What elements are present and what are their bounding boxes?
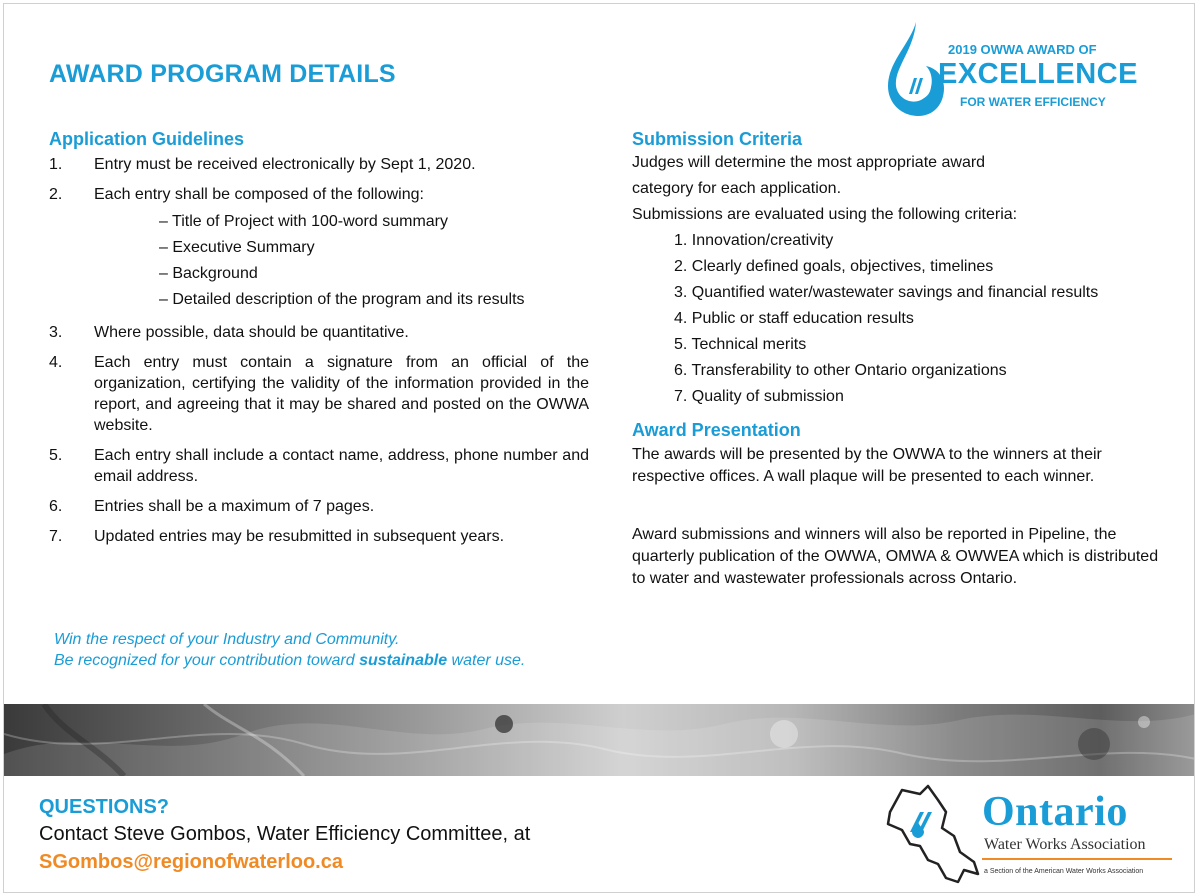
- guideline-text: Each entry shall include a contact name, address, phone number and email address.: [94, 447, 589, 485]
- guideline-item: [49, 184, 589, 313]
- criteria-heading: Submission Criteria: [632, 129, 803, 149]
- criteria-intro-line1: Judges will determine the most appropriate award: [632, 154, 986, 171]
- entry-component-item: – Executive Summary: [159, 239, 315, 256]
- entry-component-item: – Background: [159, 265, 258, 282]
- presentation-heading: Award Presentation: [632, 420, 801, 440]
- entry-component-item: – Title of Project with 100-word summary: [159, 213, 448, 230]
- guideline-number: 4.: [49, 354, 63, 371]
- guideline-text: Entries shall be a maximum of 7 pages.: [94, 498, 375, 515]
- guideline-item: [49, 496, 589, 517]
- criteria-item: 2. Clearly defined goals, objectives, timelines: [674, 258, 994, 275]
- tagline-line2-end: water use.: [447, 652, 526, 669]
- guideline-number: 7.: [49, 528, 63, 545]
- criteria-item: 6. Transferability to other Ontario organizations: [674, 362, 1007, 379]
- criteria-intro-line3: Submissions are evaluated using the following criteria:: [632, 206, 1018, 223]
- criteria-item: 4. Public or staff education results: [674, 310, 914, 327]
- questions-heading: QUESTIONS?: [39, 796, 170, 818]
- pipeline-text: Award submissions and winners will also be reported in Pipeline, the quarterly publication of the OWWA, OMWA & OWWEA which is distributed to water and wastewater professionals across Ontario.: [632, 526, 1159, 587]
- criteria-item: 7. Quality of submission: [674, 388, 844, 405]
- guidelines-list: [49, 154, 589, 547]
- guideline-text: Entry must be received electronically by Sept 1, 2020.: [94, 156, 476, 173]
- water-splash-image: [4, 704, 1195, 776]
- entry-component-item: – Detailed description of the program and its results: [159, 291, 525, 308]
- guidelines-heading: Application Guidelines: [49, 129, 245, 149]
- submission-criteria-section: [632, 129, 1162, 590]
- guideline-number: 6.: [49, 498, 63, 515]
- guideline-item: [49, 526, 589, 547]
- criteria-item: 3. Quantified water/wastewater savings and financial results: [674, 284, 1099, 301]
- tagline-line2-start: Be recognized for your contribution toward: [54, 652, 360, 669]
- footer: [4, 776, 1195, 893]
- guideline-text: Where possible, data should be quantitative.: [94, 324, 409, 341]
- criteria-item: 5. Technical merits: [674, 336, 807, 353]
- presentation-text: The awards will be presented by the OWWA to the winners at their respective offices. A wall plaque will be presented to each winner.: [632, 446, 1102, 485]
- guideline-text: Each entry must contain a signature from an official of the organization, certifying the validity of the information provided in the report, and agreeing that it may be shared and posted on the OWWA website.: [94, 354, 589, 434]
- guideline-item: [49, 322, 589, 343]
- ontario-map-icon: [880, 782, 980, 886]
- water-photo-band: [4, 704, 1195, 776]
- guideline-item: [49, 445, 589, 487]
- award-logo: [876, 20, 1166, 120]
- criteria-intro-line2: category for each application.: [632, 180, 842, 197]
- award-logo-year: 2019 OWWA AWARD OF: [948, 42, 1097, 57]
- tagline: [54, 629, 525, 671]
- criteria-list: [632, 228, 1162, 410]
- page-title: AWARD PROGRAM DETAILS: [49, 60, 396, 88]
- guideline-text: Updated entries may be resubmitted in subsequent years.: [94, 528, 505, 545]
- owwa-logo-subtitle: Water Works Association: [984, 836, 1146, 853]
- award-logo-subtitle: FOR WATER EFFICIENCY: [960, 95, 1106, 109]
- guideline-text: Each entry shall be composed of the following:: [94, 186, 424, 203]
- owwa-logo: [880, 782, 1180, 890]
- tagline-line2: [54, 650, 525, 671]
- application-guidelines-section: [49, 129, 589, 556]
- contact-email-link[interactable]: SGombos@regionofwaterloo.ca: [39, 851, 343, 873]
- criteria-item: 1. Innovation/creativity: [674, 232, 834, 249]
- guideline-number: 1.: [49, 156, 63, 173]
- entry-components-list: [94, 209, 589, 313]
- guideline-item: [49, 154, 589, 175]
- owwa-logo-awwa-note: a Section of the American Water Works Association: [984, 868, 1144, 875]
- owwa-logo-divider: [982, 858, 1172, 860]
- tagline-line1: Win the respect of your Industry and Community.: [54, 631, 400, 648]
- water-drop-icon: [880, 20, 946, 118]
- guideline-item: [49, 352, 589, 436]
- guideline-number: 2.: [49, 186, 63, 203]
- document-page: [3, 3, 1195, 893]
- owwa-logo-name: Ontario: [982, 789, 1128, 835]
- tagline-emphasis: sustainable: [359, 652, 448, 669]
- questions-contact: Contact Steve Gombos, Water Efficiency Committee, at: [39, 823, 531, 845]
- guideline-number: 3.: [49, 324, 63, 341]
- guideline-number: 5.: [49, 447, 63, 464]
- award-logo-excellence: EXCELLENCE: [938, 58, 1138, 90]
